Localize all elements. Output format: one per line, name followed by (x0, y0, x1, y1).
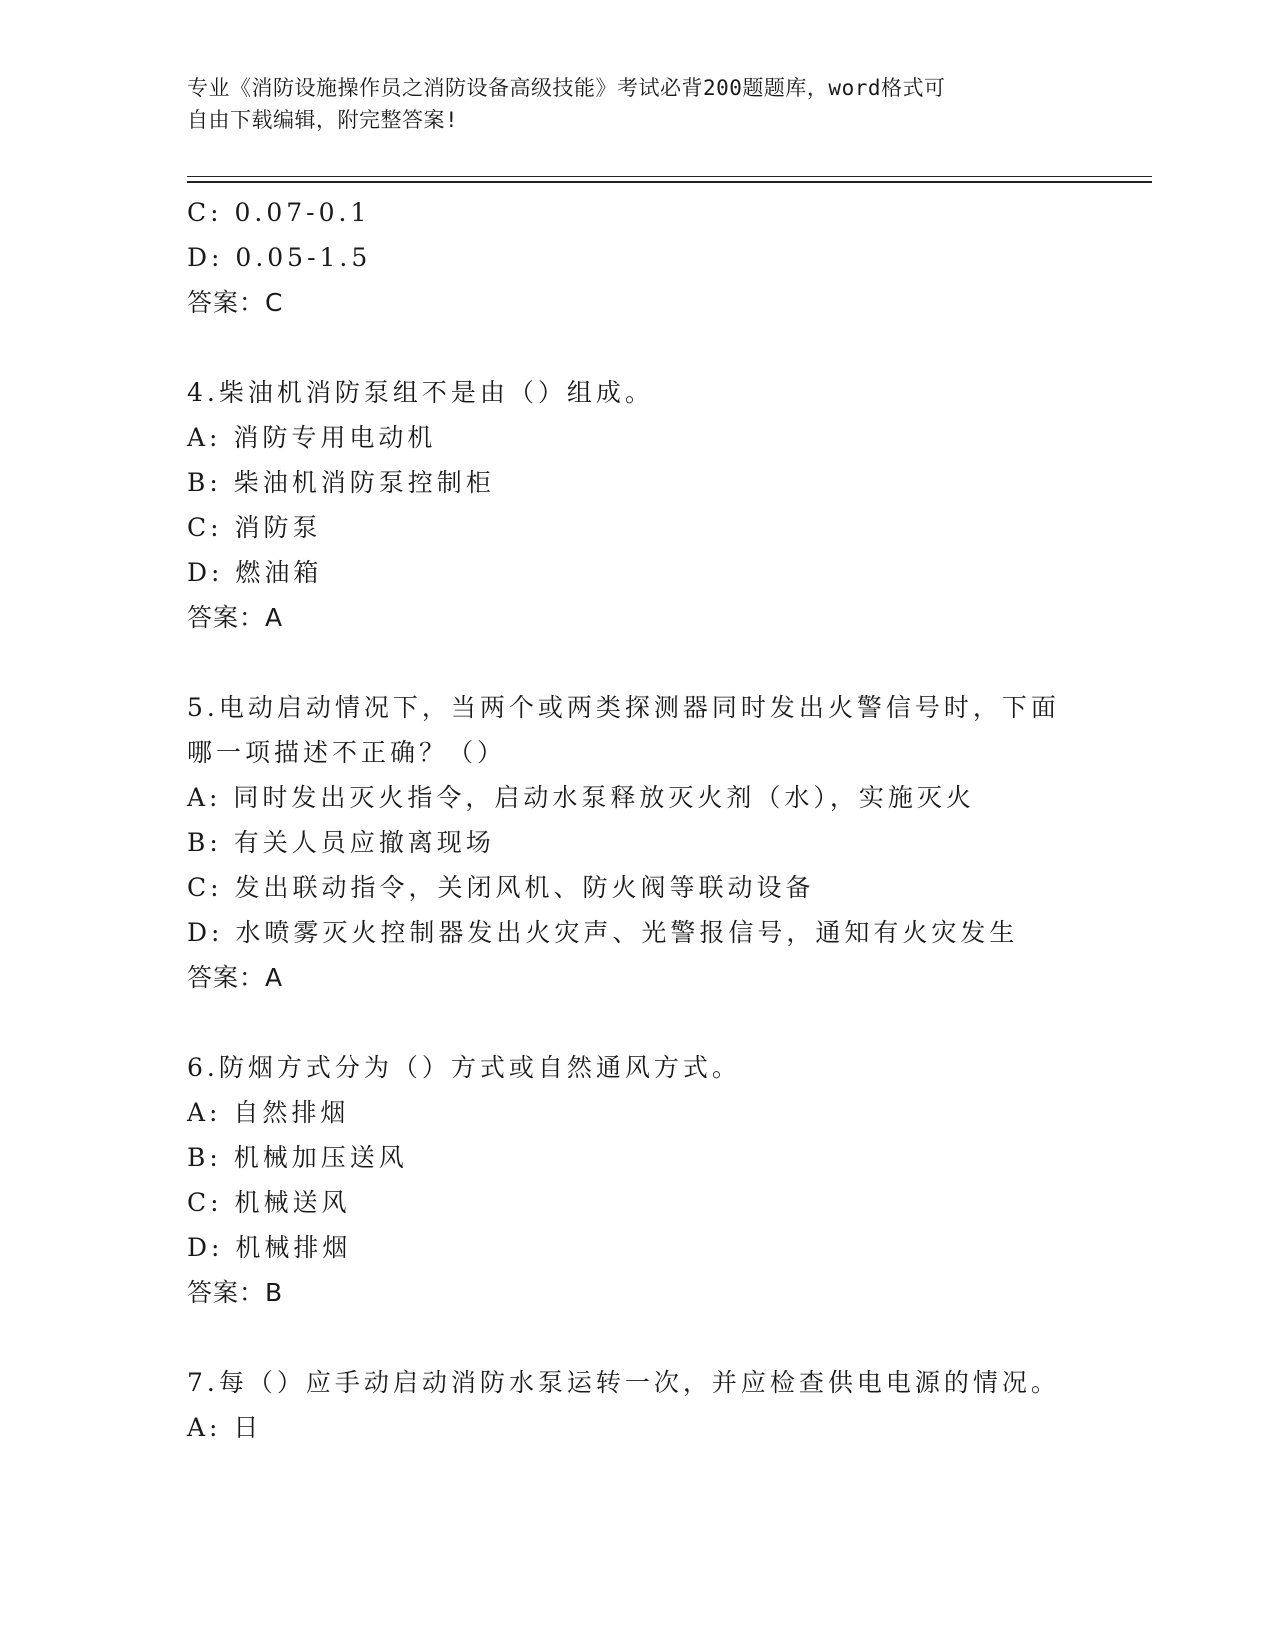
option-b: B: 机械加压送风 (187, 1143, 408, 1172)
question-list (187, 190, 1087, 1450)
option-c: C: 发出联动指令，关闭风机、防火阀等联动设备 (187, 873, 815, 902)
spacer (187, 326, 1087, 370)
question-stem: 7.每（）应手动启动消防水泵运转一次，并应检查供电电源的情况。 (187, 1368, 1060, 1397)
spacer (187, 641, 1087, 685)
option-b: B: 柴油机消防泵控制柜 (187, 468, 495, 497)
question-stem: 4.柴油机消防泵组不是由（）组成。 (187, 378, 654, 407)
question-block-partial (187, 190, 1087, 326)
header-rule-thin (187, 176, 1152, 177)
question-stem: 5.电动启动情况下，当两个或两类探测器同时发出火警信号时，下面 (187, 693, 1060, 722)
option-d: D: 0.05-1.5 (187, 243, 372, 272)
question-block-7 (187, 1360, 1087, 1450)
answer-line: 答案：A (187, 963, 284, 992)
option-b: B: 有关人员应撤离现场 (187, 828, 495, 857)
answer-line: 答案：C (187, 288, 284, 317)
document-header (187, 72, 1067, 136)
spacer (187, 1001, 1087, 1045)
spacer (187, 1316, 1087, 1360)
question-block-4 (187, 370, 1087, 641)
option-c: C: 0.07-0.1 (187, 198, 371, 227)
answer-line: 答案：B (187, 1278, 284, 1307)
option-a: A: 消防专用电动机 (187, 423, 437, 452)
question-block-6 (187, 1045, 1087, 1316)
option-a: A: 自然排烟 (187, 1098, 350, 1127)
question-block-5 (187, 685, 1087, 1001)
answer-line: 答案：A (187, 603, 284, 632)
question-stem-continued: 哪一项描述不正确？（） (187, 738, 507, 767)
option-a: A: 同时发出灭火指令，启动水泵释放灭火剂（水），实施灭火 (187, 783, 975, 812)
option-a: A: 日 (187, 1413, 263, 1442)
option-d: D: 机械排烟 (187, 1233, 352, 1262)
option-d: D: 燃油箱 (187, 558, 323, 587)
header-line-1: 专业《消防设施操作员之消防设备高级技能》考试必背200题题库，word格式可 (187, 76, 946, 100)
option-c: C: 消防泵 (187, 513, 322, 542)
question-stem: 6.防烟方式分为（）方式或自然通风方式。 (187, 1053, 741, 1082)
header-line-2: 自由下载编辑，附完整答案! (187, 108, 459, 132)
header-rule-thick (187, 181, 1152, 183)
option-c: C: 机械送风 (187, 1188, 351, 1217)
option-d: D: 水喷雾灭火控制器发出火灾声、光警报信号，通知有火灾发生 (187, 918, 1019, 947)
